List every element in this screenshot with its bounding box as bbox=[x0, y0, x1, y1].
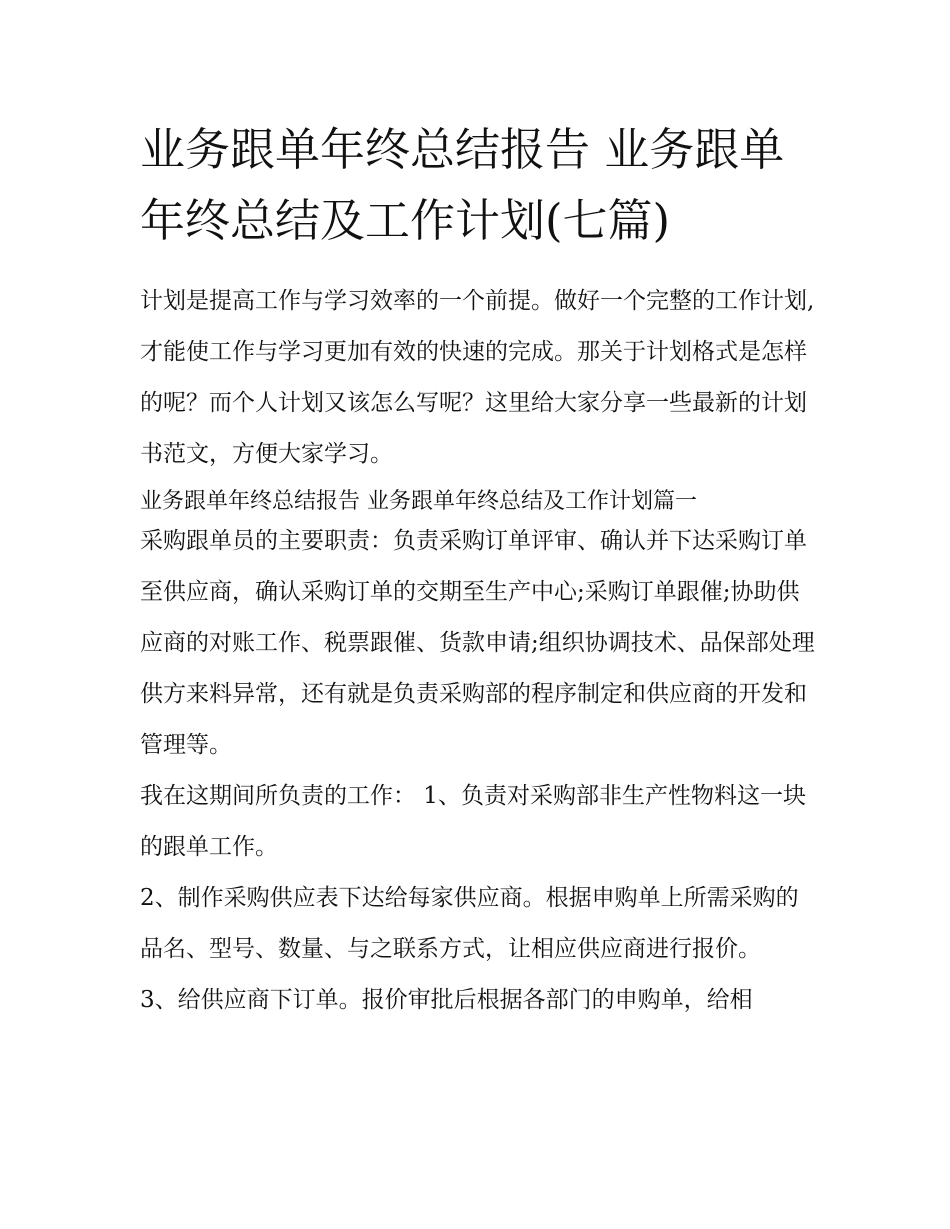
section-heading: 业务跟单年终总结报告 业务跟单年终总结及工作计划篇一 bbox=[140, 489, 697, 514]
intro-block bbox=[140, 276, 815, 480]
document-title: 业务跟单年终总结报告 业务跟单年终总结及工作计划(七篇) bbox=[140, 123, 785, 247]
section-paragraph-item-3: 3、给供应商下订单。报价审批后根据各部门的申购单，给相 bbox=[140, 987, 753, 1013]
intro-paragraph: 计划是提高工作与学习效率的一个前提。做好一个完整的工作计划,才能使工作与学习更加有效的快速的完成。那关于计划格式是怎样的呢？而个人计划又该怎么写呢？这里给大家分享一些最新的计划书范文，方便大家学习。 bbox=[140, 288, 815, 467]
section-paragraph-duties: 采购跟单员的主要职责：负责采购订单评审、确认并下达采购订单至供应商，确认采购订单的交期至生产中心;采购订单跟催;协助供应商的对账工作、税票跟催、货款申请;组织协调技术、品保部处理供方来料异常，还有就是负责采购部的程序制定和供应商的开发和管理等。 bbox=[140, 528, 815, 758]
document-content bbox=[140, 114, 815, 1026]
section-paragraph-item-1: 我在这期间所负责的工作： 1、负责对采购部非生产性物料这一块的跟单工作。 bbox=[140, 783, 806, 860]
section-paragraph-item-2: 2、制作采购供应表下达给每家供应商。根据申购单上所需采购的品名、型号、数量、与之联系方式，让相应供应商进行报价。 bbox=[140, 885, 799, 962]
